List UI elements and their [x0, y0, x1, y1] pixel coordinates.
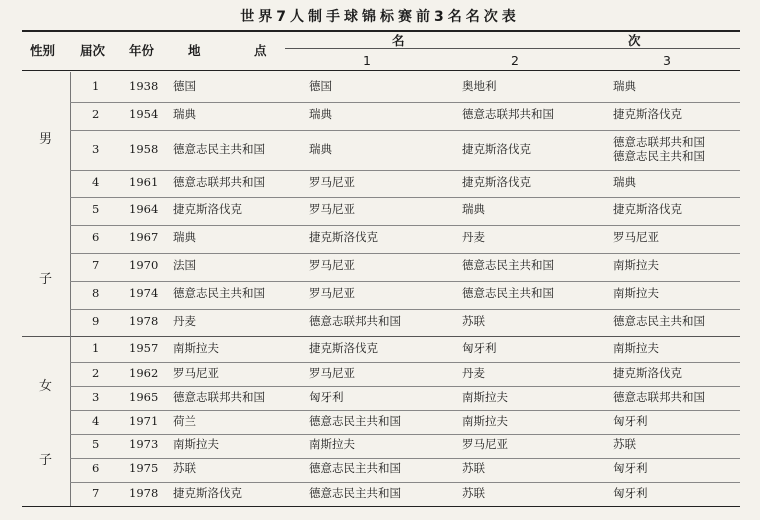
cell-third: 南斯拉夫	[613, 258, 659, 272]
cell-second: 苏联	[462, 314, 485, 328]
cell-third-second-line: 德意志民主共和国	[613, 149, 705, 163]
row-divider	[70, 309, 740, 310]
row-divider	[70, 458, 740, 459]
cell-venue: 瑞典	[173, 107, 196, 121]
cell-venue: 南斯拉夫	[173, 341, 219, 355]
rank-header-rule	[285, 48, 740, 49]
cell-venue: 瑞典	[173, 230, 196, 244]
cell-third: 德意志联邦共和国	[613, 390, 705, 404]
cell-venue: 捷克斯洛伐克	[173, 486, 242, 500]
header-gender: 性别	[30, 43, 56, 58]
cell-edition: 4	[92, 414, 100, 428]
cell-edition: 2	[92, 366, 100, 380]
row-divider	[70, 197, 740, 198]
cell-year: 1957	[129, 341, 159, 355]
cell-first: 罗马尼亚	[309, 366, 355, 380]
cell-year: 1964	[129, 202, 159, 216]
header-venue-a: 地	[188, 43, 201, 58]
cell-first: 瑞典	[309, 142, 332, 156]
cell-venue: 德意志民主共和国	[173, 142, 265, 156]
cell-third: 捷克斯洛伐克	[613, 202, 682, 216]
cell-third: 南斯拉夫	[613, 341, 659, 355]
cell-year: 1978	[129, 314, 159, 328]
cell-venue: 德意志民主共和国	[173, 286, 265, 300]
group-women-label-a: 女	[39, 379, 53, 394]
cell-second: 丹麦	[462, 366, 485, 380]
row-divider	[70, 281, 740, 282]
cell-first: 德意志民主共和国	[309, 486, 401, 500]
cell-second: 南斯拉夫	[462, 414, 508, 428]
cell-third: 德意志联邦共和国	[613, 135, 705, 149]
header-edition: 届次	[80, 43, 106, 58]
cell-second: 奥地利	[462, 79, 497, 93]
cell-year: 1973	[129, 437, 159, 451]
cell-edition: 4	[92, 175, 100, 189]
cell-first: 瑞典	[309, 107, 332, 121]
cell-year: 1978	[129, 486, 159, 500]
cell-edition: 5	[92, 437, 100, 451]
cell-edition: 3	[92, 142, 100, 156]
header-rank-b: 次	[628, 33, 641, 48]
cell-edition: 6	[92, 230, 100, 244]
cell-first: 德国	[309, 79, 332, 93]
cell-year: 1962	[129, 366, 159, 380]
cell-second: 南斯拉夫	[462, 390, 508, 404]
row-divider	[70, 225, 740, 226]
cell-first: 德意志民主共和国	[309, 461, 401, 475]
cell-edition: 2	[92, 107, 100, 121]
row-divider	[70, 434, 740, 435]
cell-edition: 3	[92, 390, 100, 404]
cell-third: 瑞典	[613, 175, 636, 189]
cell-second: 德意志联邦共和国	[462, 107, 554, 121]
cell-first: 南斯拉夫	[309, 437, 355, 451]
cell-venue: 罗马尼亚	[173, 366, 219, 380]
cell-second: 德意志民主共和国	[462, 286, 554, 300]
header-year: 年份	[129, 43, 155, 58]
header-second: 2	[511, 53, 519, 68]
cell-venue: 荷兰	[173, 414, 196, 428]
cell-edition: 5	[92, 202, 100, 216]
cell-venue: 德意志联邦共和国	[173, 390, 265, 404]
table-title: 世界7人制手球锦标赛前3名名次表	[240, 9, 520, 25]
cell-third: 苏联	[613, 437, 636, 451]
group-divider-rule	[22, 336, 740, 337]
row-divider	[70, 386, 740, 387]
header-bottom-rule	[22, 70, 740, 71]
row-divider	[70, 410, 740, 411]
cell-first: 德意志联邦共和国	[309, 314, 401, 328]
cell-third: 匈牙利	[613, 461, 648, 475]
cell-edition: 7	[92, 486, 100, 500]
bottom-rule	[22, 506, 740, 507]
cell-edition: 1	[92, 79, 100, 93]
cell-first: 捷克斯洛伐克	[309, 230, 378, 244]
cell-third: 罗马尼亚	[613, 230, 659, 244]
group-men-label-b: 子	[39, 272, 53, 287]
cell-second: 捷克斯洛伐克	[462, 175, 531, 189]
cell-second: 苏联	[462, 486, 485, 500]
cell-third: 捷克斯洛伐克	[613, 366, 682, 380]
cell-year: 1971	[129, 414, 159, 428]
cell-second: 德意志民主共和国	[462, 258, 554, 272]
cell-third: 捷克斯洛伐克	[613, 107, 682, 121]
gender-column-divider	[70, 72, 71, 506]
cell-third: 匈牙利	[613, 414, 648, 428]
top-rule	[22, 30, 740, 32]
cell-second: 捷克斯洛伐克	[462, 142, 531, 156]
cell-first: 匈牙利	[309, 390, 344, 404]
cell-year: 1967	[129, 230, 159, 244]
cell-first: 罗马尼亚	[309, 258, 355, 272]
cell-second: 瑞典	[462, 202, 485, 216]
header-venue-b: 点	[254, 43, 267, 58]
cell-year: 1958	[129, 142, 159, 156]
row-divider	[70, 170, 740, 171]
header-third: 3	[663, 53, 671, 68]
cell-venue: 苏联	[173, 461, 196, 475]
cell-venue: 南斯拉夫	[173, 437, 219, 451]
cell-second: 苏联	[462, 461, 485, 475]
cell-edition: 6	[92, 461, 100, 475]
cell-year: 1975	[129, 461, 159, 475]
cell-edition: 7	[92, 258, 100, 272]
row-divider	[70, 362, 740, 363]
cell-year: 1965	[129, 390, 159, 404]
cell-year: 1938	[129, 79, 159, 93]
row-divider	[70, 130, 740, 131]
header-rank-a: 名	[392, 33, 405, 48]
cell-year: 1961	[129, 175, 159, 189]
cell-first: 德意志民主共和国	[309, 414, 401, 428]
cell-edition: 9	[92, 314, 100, 328]
cell-venue: 捷克斯洛伐克	[173, 202, 242, 216]
cell-venue: 德意志联邦共和国	[173, 175, 265, 189]
cell-second: 匈牙利	[462, 341, 497, 355]
cell-year: 1974	[129, 286, 159, 300]
cell-first: 罗马尼亚	[309, 175, 355, 189]
cell-second: 丹麦	[462, 230, 485, 244]
group-men-label-a: 男	[39, 132, 53, 147]
cell-venue: 德国	[173, 79, 196, 93]
row-divider	[70, 253, 740, 254]
cell-second: 罗马尼亚	[462, 437, 508, 451]
cell-first: 罗马尼亚	[309, 286, 355, 300]
cell-third: 德意志民主共和国	[613, 314, 705, 328]
cell-venue: 法国	[173, 258, 196, 272]
cell-edition: 1	[92, 341, 100, 355]
cell-third: 南斯拉夫	[613, 286, 659, 300]
cell-first: 捷克斯洛伐克	[309, 341, 378, 355]
group-women-label-b: 子	[39, 453, 53, 468]
cell-year: 1970	[129, 258, 159, 272]
cell-year: 1954	[129, 107, 159, 121]
cell-first: 罗马尼亚	[309, 202, 355, 216]
row-divider	[70, 102, 740, 103]
row-divider	[70, 482, 740, 483]
cell-edition: 8	[92, 286, 100, 300]
cell-venue: 丹麦	[173, 314, 196, 328]
header-first: 1	[363, 53, 371, 68]
cell-third: 匈牙利	[613, 486, 648, 500]
cell-third: 瑞典	[613, 79, 636, 93]
